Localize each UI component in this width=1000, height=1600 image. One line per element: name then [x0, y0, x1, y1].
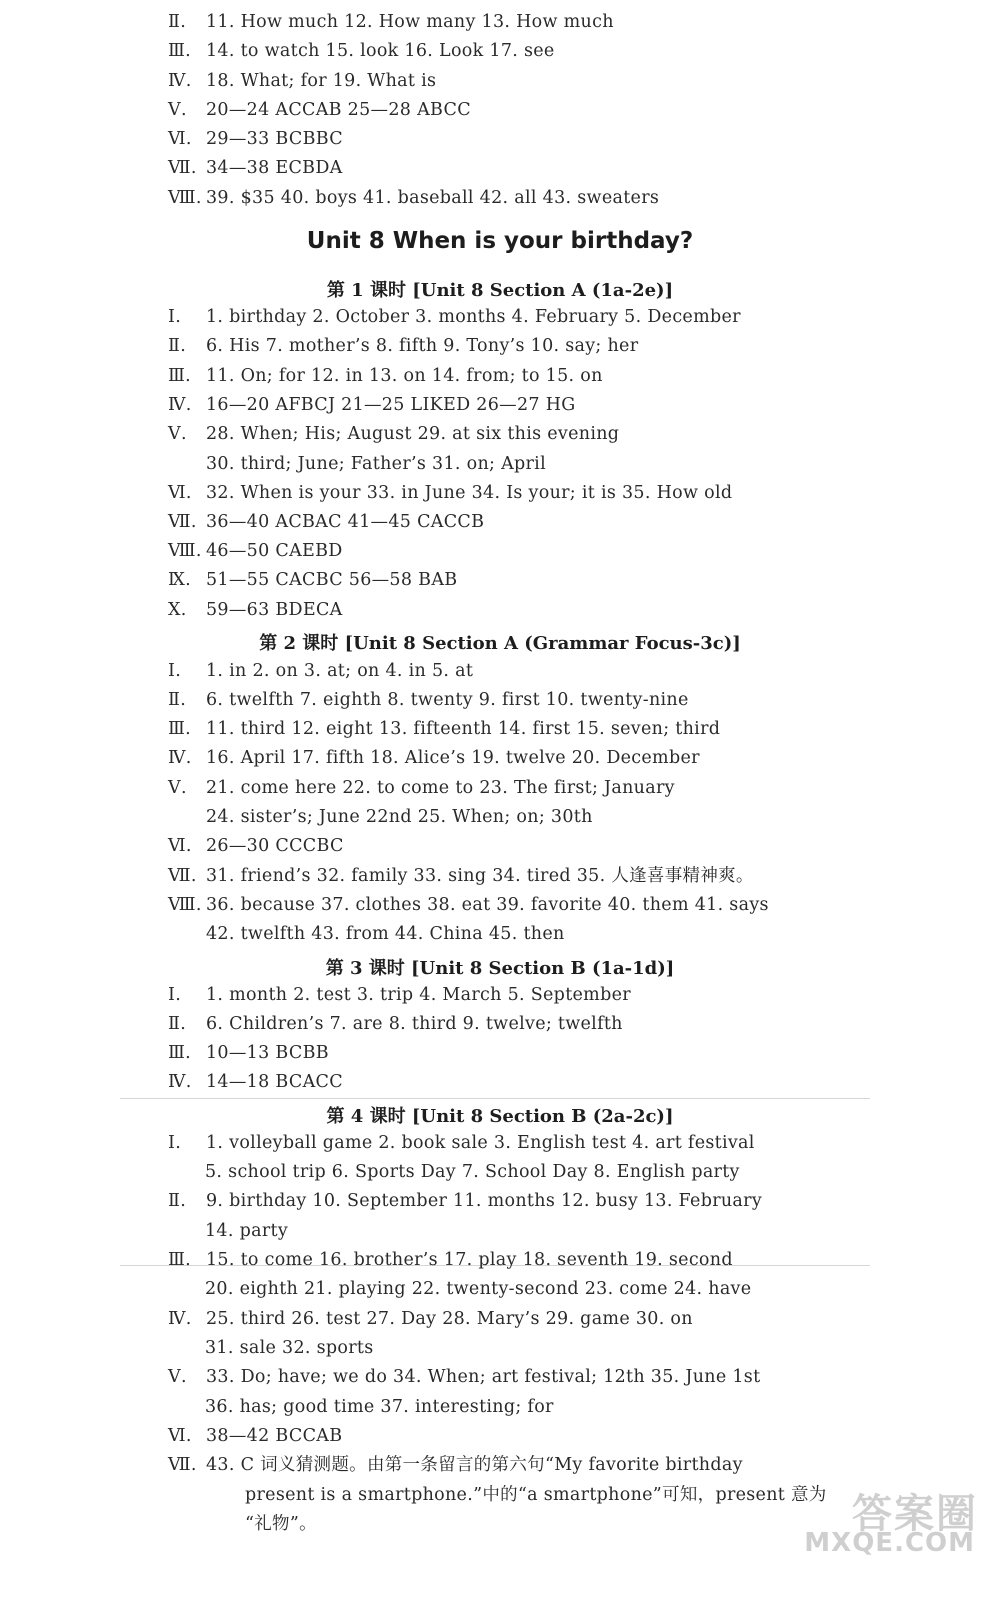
answer-line: Ⅳ. 16. April 17. fifth 18. Alice’s 19. twelve 20. December: [168, 748, 700, 768]
answer-line: Ⅵ. 26—30 CCCBC: [168, 836, 344, 856]
answer-line: Ⅷ. 39. $35 40. boys 41. baseball 42. all 43. sweaters: [168, 188, 660, 208]
answer-line: 24. sister’s; June 22nd 25. When; on; 30th: [206, 807, 593, 827]
answer-line: 5. school trip 6. Sports Day 7. School Day 8. English party: [205, 1162, 740, 1182]
answer-line: Ⅱ. 6. twelfth 7. eighth 8. twenty 9. first 10. twenty-nine: [168, 690, 689, 710]
answer-line: Ⅹ. 59—63 BDECA: [168, 600, 343, 620]
divider: [120, 1098, 870, 1099]
answer-line: Ⅵ. 29—33 BCBBC: [168, 129, 343, 149]
answer-line: Ⅸ. 51—55 CACBC 56—58 BAB: [168, 570, 458, 590]
answer-line: Ⅴ. 21. come here 22. to come to 23. The first; January: [168, 778, 675, 798]
answer-line: Ⅲ. 15. to come 16. brother’s 17. play 18. seventh 19. second: [168, 1250, 733, 1270]
section-title: 第 4 课时 [Unit 8 Section B (2a-2c)]: [326, 1106, 674, 1127]
answer-line: Ⅴ. 20—24 ACCAB 25—28 ABCC: [168, 100, 471, 120]
answer-line: Ⅳ. 16—20 AFBCJ 21—25 LIKED 26—27 HG: [168, 395, 576, 415]
answer-line: Ⅲ. 10—13 BCBB: [168, 1043, 329, 1063]
answer-line: 42. twelfth 43. from 44. China 45. then: [206, 924, 565, 944]
answer-line: 30. third; June; Father’s 31. on; April: [206, 454, 546, 474]
answer-line: Ⅶ. 34—38 ECBDA: [168, 158, 343, 178]
answer-line: Ⅶ. 36—40 ACBAC 41—45 CACCB: [168, 512, 485, 532]
answer-line: Ⅲ. 11. third 12. eight 13. fifteenth 14. first 15. seven; third: [168, 719, 721, 739]
answer-line: Ⅱ. 6. Children’s 7. are 8. third 9. twelve; twelfth: [168, 1014, 623, 1034]
answer-line: Ⅶ. 43. C 词义猜测题。由第一条留言的第六句“My favorite birthday: [168, 1455, 743, 1475]
answer-line: Ⅵ. 38—42 BCCAB: [168, 1426, 343, 1446]
answer-line: Ⅳ. 18. What; for 19. What is: [168, 71, 437, 91]
answer-line: Ⅵ. 32. When is your 33. in June 34. Is your; it is 35. How old: [168, 483, 733, 503]
section-title: 第 2 课时 [Unit 8 Section A (Grammar Focus-3c)]: [259, 633, 741, 654]
answer-line: Ⅲ. 14. to watch 15. look 16. Look 17. see: [168, 41, 555, 61]
answer-line: 36. has; good time 37. interesting; for: [205, 1397, 554, 1417]
answer-line: 20. eighth 21. playing 22. twenty-second 23. come 24. have: [205, 1279, 752, 1299]
answer-line: Ⅱ. 6. His 7. mother’s 8. fifth 9. Tony’s 10. say; her: [168, 336, 639, 356]
answer-line: 31. sale 32. sports: [205, 1338, 374, 1358]
section-title: 第 1 课时 [Unit 8 Section A (1a-2e)]: [326, 280, 674, 301]
answer-line: Ⅰ. 1. in 2. on 3. at; on 4. in 5. at: [168, 661, 474, 681]
answer-line: Ⅷ. 36. because 37. clothes 38. eat 39. favorite 40. them 41. says: [168, 895, 769, 915]
answer-line: “礼物”。: [245, 1514, 317, 1534]
answer-line: Ⅰ. 1. volleyball game 2. book sale 3. English test 4. art festival: [168, 1133, 755, 1153]
answer-line: Ⅰ. 1. birthday 2. October 3. months 4. February 5. December: [168, 307, 741, 327]
answer-line: Ⅲ. 11. On; for 12. in 13. on 14. from; to 15. on: [168, 366, 603, 386]
answer-line: present is a smartphone.”中的“a smartphone”可知，present 意为: [245, 1485, 827, 1505]
unit-title: Unit 8 When is your birthday?: [306, 228, 694, 254]
answer-line: Ⅴ. 33. Do; have; we do 34. When; art festival; 12th 35. June 1st: [168, 1367, 761, 1387]
answer-line: Ⅳ. 25. third 26. test 27. Day 28. Mary’s 29. game 30. on: [168, 1309, 693, 1329]
answer-line: 14. party: [205, 1221, 289, 1241]
answer-line: Ⅱ. 9. birthday 10. September 11. months 12. busy 13. February: [168, 1191, 763, 1211]
answer-line: Ⅳ. 14—18 BCACC: [168, 1072, 343, 1092]
answer-line: Ⅷ. 46—50 CAEBD: [168, 541, 343, 561]
answer-line: Ⅴ. 28. When; His; August 29. at six this evening: [168, 424, 620, 444]
answer-line: Ⅶ. 31. friend’s 32. family 33. sing 34. tired 35. 人逢喜事精神爽。: [168, 866, 754, 886]
answer-line: Ⅱ. 11. How much 12. How many 13. How much: [168, 12, 614, 32]
answer-line: Ⅰ. 1. month 2. test 3. trip 4. March 5. September: [168, 985, 631, 1005]
section-title: 第 3 课时 [Unit 8 Section B (1a-1d)]: [325, 958, 675, 979]
watermark-logo: 答案圈: [852, 1491, 978, 1537]
watermark-url: MXQE.COM: [804, 1528, 975, 1558]
